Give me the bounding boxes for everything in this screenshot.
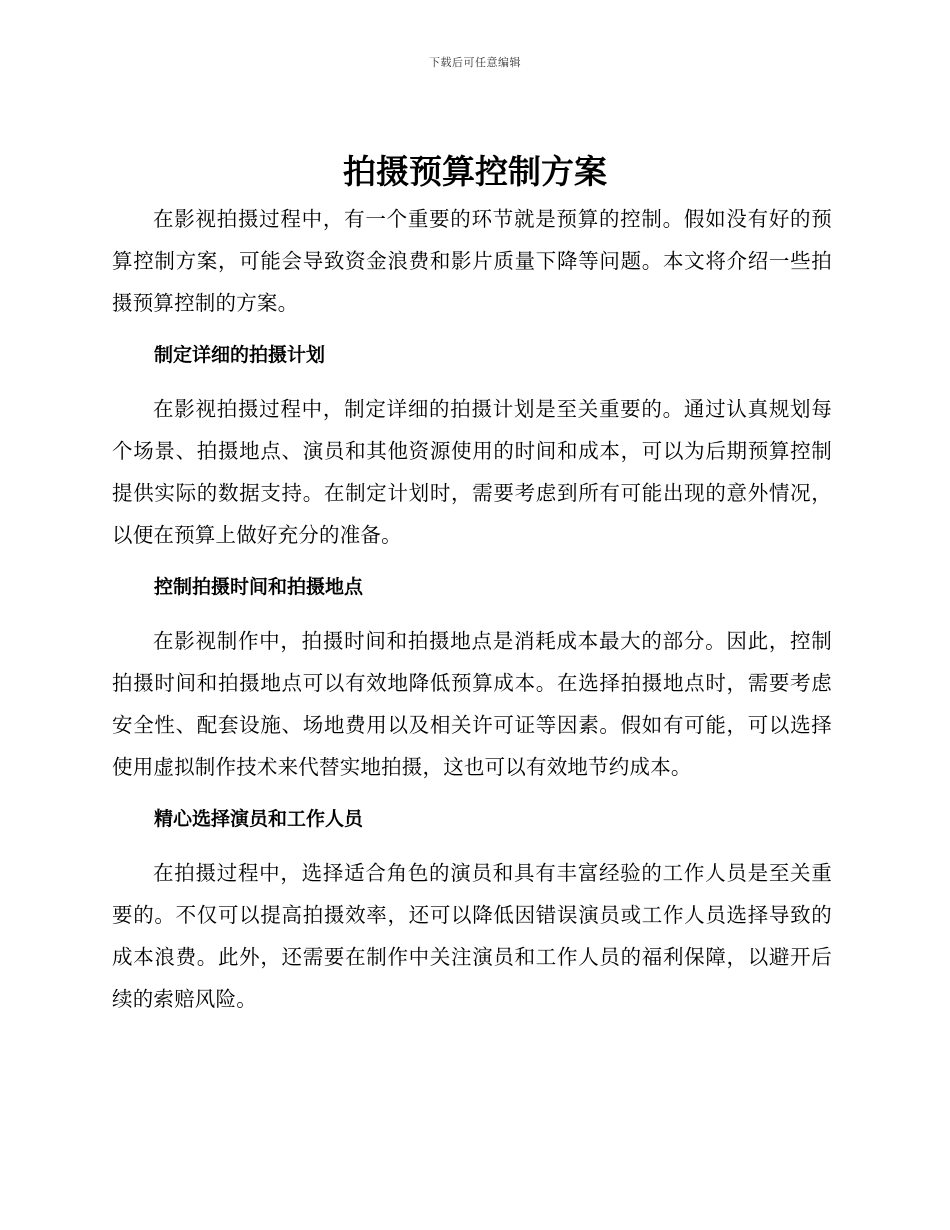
header-note: 下载后可任意编辑 bbox=[429, 56, 521, 69]
section-paragraph: 在拍摄过程中，选择适合角色的演员和具有丰富经验的工作人员是至关重要的。不仅可以提高拍摄效率，还可以降低因错误演员或工作人员选择导致的成本浪费。此外，还需要在制作中关注演员和工作人员的福利保障，以避开后续的索赔风险。 bbox=[112, 861, 832, 1011]
section-heading: 控制拍摄时间和拍摄地点 bbox=[154, 576, 364, 598]
intro-paragraph: 在影视拍摄过程中，有一个重要的环节就是预算的控制。假如没有好的预算控制方案，可能会导致资金浪费和影片质量下降等问题。本文将介绍一些拍摄预算控制的方案。 bbox=[112, 207, 832, 315]
document-body bbox=[112, 198, 832, 1020]
section-heading: 制定详细的拍摄计划 bbox=[154, 344, 326, 366]
document-title: 拍摄预算控制方案 bbox=[343, 152, 607, 191]
section-heading: 精心选择演员和工作人员 bbox=[154, 808, 364, 830]
section-paragraph: 在影视制作中，拍摄时间和拍摄地点是消耗成本最大的部分。因此，控制拍摄时间和拍摄地点可以有效地降低预算成本。在选择拍摄地点时，需要考虑安全性、配套设施、场地费用以及相关许可证等因素。假如有可能，可以选择使用虚拟制作技术来代替实地拍摄，这也可以有效地节约成本。 bbox=[112, 629, 832, 779]
section-paragraph: 在影视拍摄过程中，制定详细的拍摄计划是至关重要的。通过认真规划每个场景、拍摄地点、演员和其他资源使用的时间和成本，可以为后期预算控制提供实际的数据支持。在制定计划时，需要考虑到所有可能出现的意外情况，以便在预算上做好充分的准备。 bbox=[112, 397, 832, 547]
